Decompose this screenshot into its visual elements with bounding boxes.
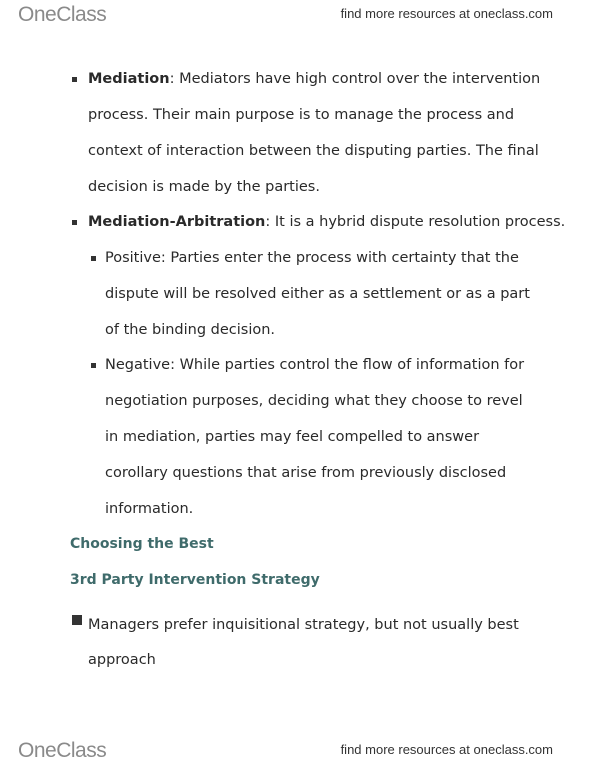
footer-tagline: find more resources at oneclass.com (340, 742, 553, 757)
med-arb-text: : It is a hybrid dispute resolution process. (265, 214, 566, 230)
negative-line-1: Negative: While parties control the flow of information for (105, 357, 525, 373)
bullet-med-arb (72, 220, 77, 225)
mediation-term: Mediation (88, 71, 170, 87)
positive-line-1: Positive: Parties enter the process with certainty that the (105, 250, 519, 266)
bullet-mediation (72, 77, 77, 82)
oneclass-logo-footer: OneClass (18, 739, 107, 762)
positive-line-3: of the binding decision. (105, 322, 276, 338)
managers-line-1: Managers prefer inquisitional strategy, but not usually best (88, 617, 519, 633)
bullet-managers (72, 615, 82, 625)
mediation-line-4: decision is made by the parties. (88, 179, 320, 195)
mediation-text: : Mediators have high control over the intervention (169, 71, 541, 87)
heading-intervention-strategy: 3rd Party Intervention Strategy (70, 572, 320, 588)
med-arb-term: Mediation-Arbitration (88, 214, 266, 230)
mediation-line-1 (88, 69, 540, 89)
managers-line-2: approach (88, 652, 156, 668)
positive-line-2: dispute will be resolved either as a settlement or as a part (105, 286, 530, 302)
oneclass-logo: OneClass (18, 3, 107, 26)
negative-line-5: information. (105, 501, 194, 517)
heading-choosing-best: Choosing the Best (70, 536, 214, 552)
negative-line-4: corollary questions that arise from previously disclosed (105, 465, 507, 481)
negative-line-3: in mediation, parties may feel compelled to answer (105, 429, 480, 445)
page-header (0, 0, 595, 30)
negative-line-2: negotiation purposes, deciding what they choose to revel (105, 393, 523, 409)
page-footer (0, 736, 595, 766)
bullet-positive (91, 256, 96, 261)
mediation-line-2: process. Their main purpose is to manage the process and (88, 107, 515, 123)
bullet-negative (91, 363, 96, 368)
header-tagline: find more resources at oneclass.com (340, 6, 553, 21)
med-arb-line (88, 212, 565, 232)
mediation-line-3: context of interaction between the disputing parties. The final (88, 143, 539, 159)
